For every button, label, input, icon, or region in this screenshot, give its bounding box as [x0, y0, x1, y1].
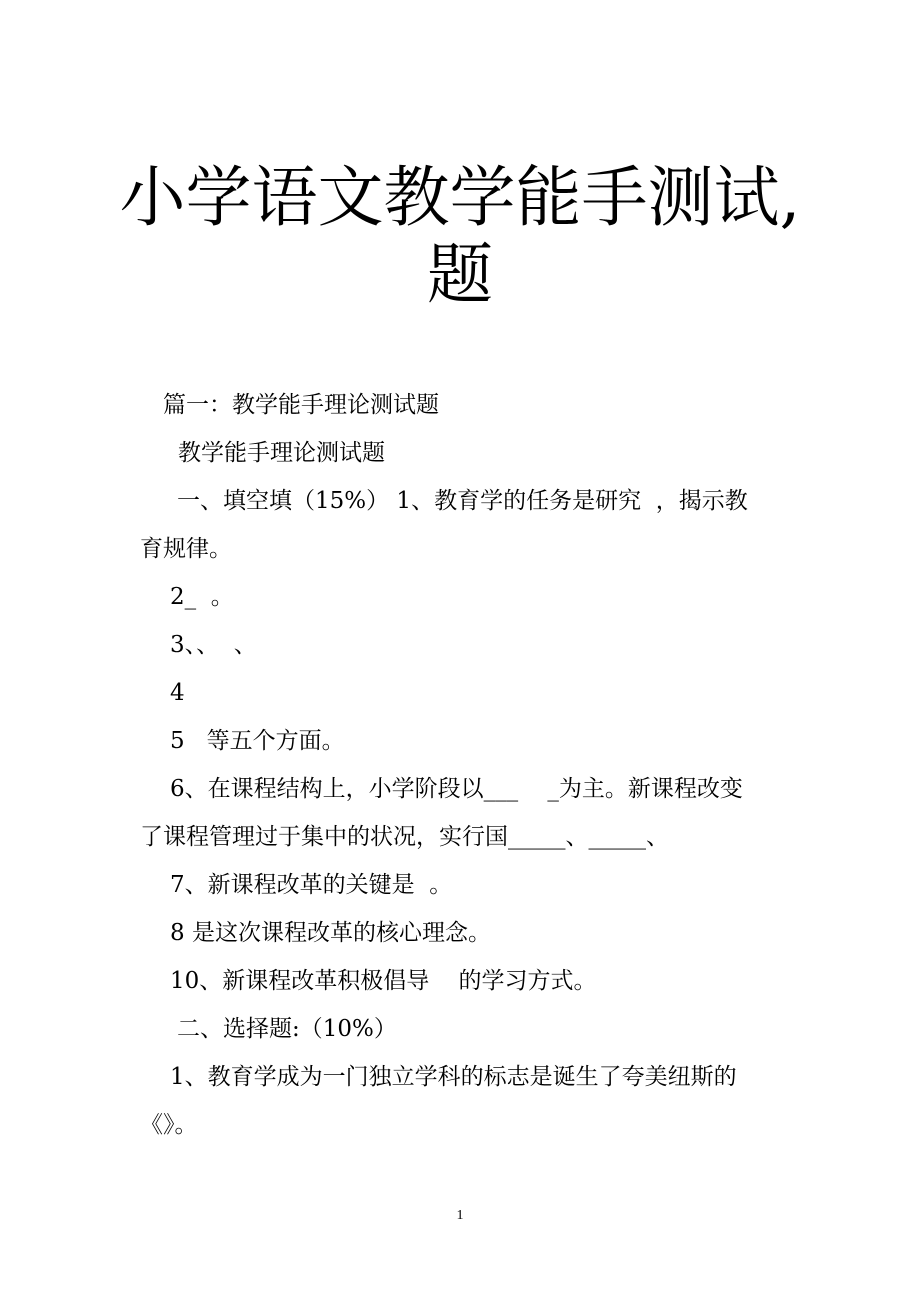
- subtitle: 教学能手理论测试题: [178, 440, 385, 466]
- paragraph-line: 育规律。: [140, 536, 232, 562]
- paragraph-line: 2_ 。: [170, 584, 234, 610]
- paragraph-line: 1、教育学成为一门独立学科的标志是诞生了夸美纽斯的: [170, 1064, 737, 1090]
- section-heading: 篇一：教学能手理论测试题: [163, 392, 439, 418]
- paragraph-line: 4: [170, 680, 185, 706]
- paragraph-line: 3、、 、: [170, 632, 257, 658]
- section-heading: 二、选择题:（10%）: [177, 1016, 397, 1042]
- paragraph-line: 《》。: [140, 1112, 198, 1138]
- paragraph-line: 6、在课程结构上，小学阶段以___ _为主。新课程改变: [170, 776, 743, 802]
- paragraph-line: 10、新课程改革积极倡导 的学习方式。: [170, 968, 597, 994]
- paragraph-line: 7、新课程改革的关键是 。: [170, 872, 453, 898]
- paragraph-line: 一、填空填（15%） 1、教育学的任务是研究 ，揭示教: [177, 488, 748, 514]
- page-number: 1: [456, 1208, 464, 1223]
- document-title-line-2: 题: [427, 236, 493, 313]
- document-title-line-1: 小学语文教学能手测试,: [119, 159, 801, 236]
- paragraph-line: 5 等五个方面。: [170, 728, 345, 754]
- paragraph-line: 8 是这次课程改革的核心理念。: [170, 920, 491, 946]
- paragraph-line: 了课程管理过于集中的状况，实行国_____、_____、: [140, 824, 669, 850]
